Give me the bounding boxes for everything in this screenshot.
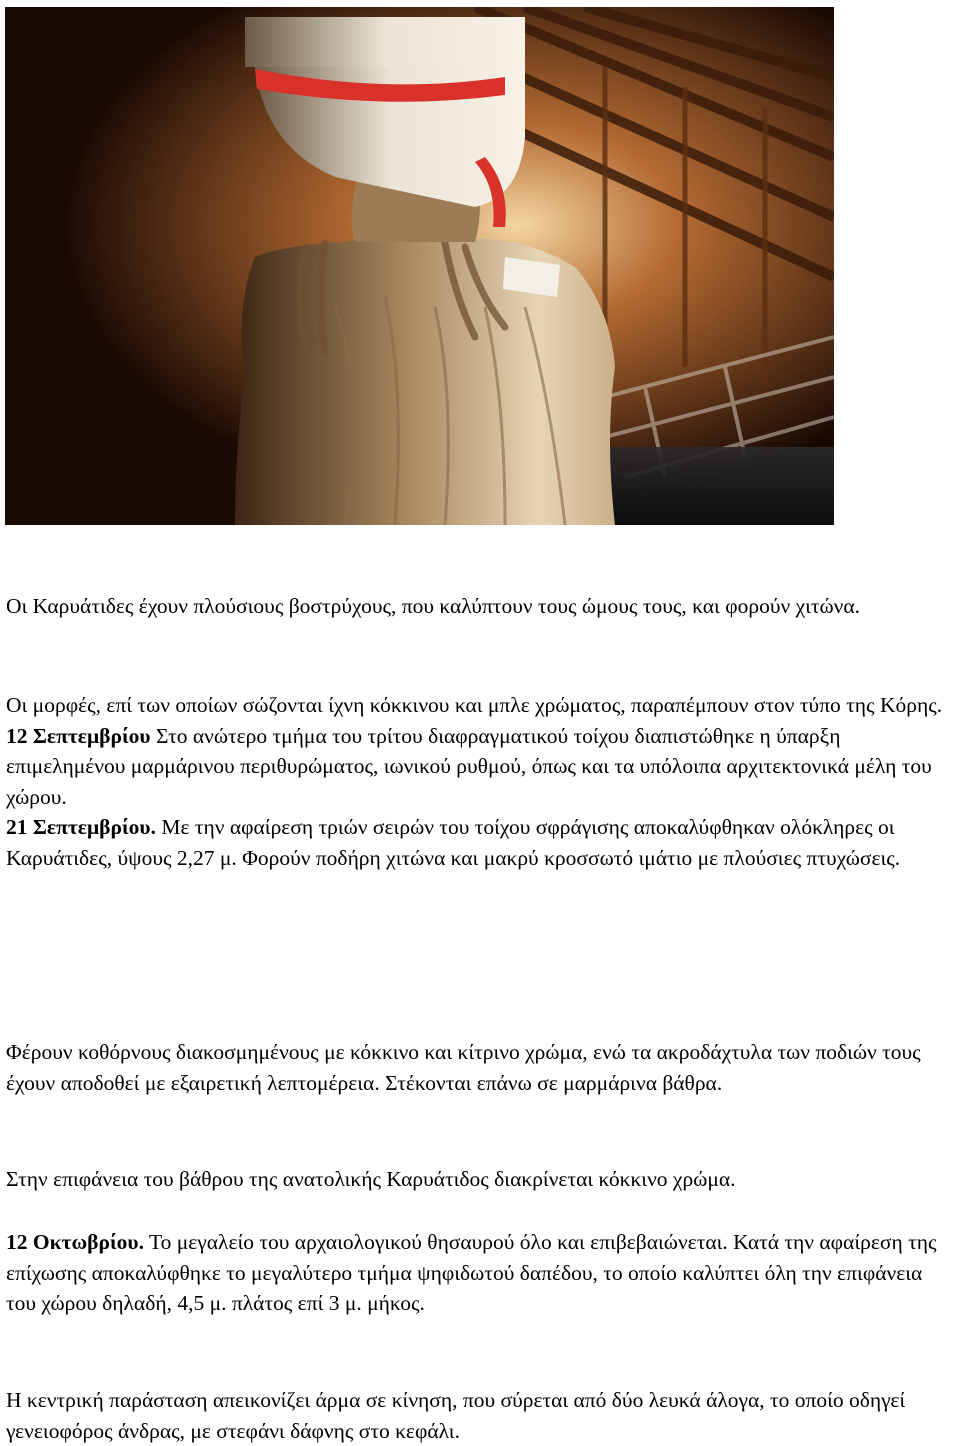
paragraph-text: Η κεντρική παράσταση απεικονίζει άρμα σε κίνηση, που σύρεται από δύο λευκά άλογα, το οποίο οδηγεί γενειοφόρος άνδρας, με στεφάνι δάφνης στο κεφάλι. — [6, 1388, 906, 1443]
paragraph-boots — [6, 1037, 956, 1098]
entry-21-september — [6, 812, 956, 873]
date-label: 12 Οκτωβρίου. — [6, 1230, 144, 1254]
entry-12-september — [6, 721, 956, 813]
entry-text: Με την αφαίρεση τριών σειρών του τοίχου σφράγισης αποκαλύφθηκαν ολόκληρες οι Καρυάτιδες, ύψους 2,27 μ. Φορούν ποδήρη χιτώνα και μακρύ κροσσωτό ιμάτιο με πλούσιες πτυχώσεις. — [6, 815, 901, 870]
entry-12-october — [6, 1227, 956, 1319]
paragraph-base-color — [6, 1164, 956, 1195]
date-label: 12 Σεπτεμβρίου — [6, 723, 151, 748]
date-label: 21 Σεπτεμβρίου. — [6, 815, 156, 839]
entry-text: Το μεγαλείο του αρχαιολογικού θησαυρού όλο και επιβεβαιώνεται. Κατά την αφαίρεση της επίχωσης αποκαλύφθηκε το μεγαλύτερο τμήμα ψηφιδωτού δαπέδου, το οποίο καλύπτει όλη την επιφάνεια του χώρου δηλαδή, 4,5 μ. πλάτος επί 3 μ. μήκος. — [6, 1230, 937, 1315]
caryatid-photo — [5, 7, 834, 525]
paragraph-central-scene — [6, 1385, 956, 1446]
paragraph-figures-september — [6, 690, 956, 873]
paragraph-text: Οι Καρυάτιδες έχουν πλούσιους βοστρύχους, που καλύπτουν τους ώμους τους, και φορούν χιτώνα. — [6, 594, 861, 618]
paragraph-text: Στην επιφάνεια του βάθρου της ανατολικής Καρυάτιδος διακρίνεται κόκκινο χρώμα. — [6, 1167, 736, 1191]
caryatid-illustration — [5, 7, 834, 525]
paragraph-text: Οι μορφές, επί των οποίων σώζονται ίχνη κόκκινου και μπλε χρώματος, παραπέμπουν στον τύπο της Κόρης. — [6, 693, 943, 717]
paragraph-curls — [6, 591, 956, 622]
paragraph-12-october — [6, 1227, 956, 1319]
paragraph-text: Φέρουν κοθόρνους διακοσμημένους με κόκκινο και κίτρινο χρώμα, ενώ τα ακροδάχτυλα των ποδιών τους έχουν αποδοθεί με εξαιρετική λεπτομέρεια. Στέκονται επάνω σε μαρμάρινα βάθρα. — [6, 1040, 921, 1095]
entry-text: Στο ανώτερο τμήμα του τρίτου διαφραγματικού τοίχου διαπιστώθηκε η ύπαρξη επιμελημένου μαρμάρινου περιθυρώματος, ιωνικού ρυθμού, όπως και τα υπόλοιπα αρχιτεκτονικά μέλη του χώρου. — [6, 723, 932, 809]
